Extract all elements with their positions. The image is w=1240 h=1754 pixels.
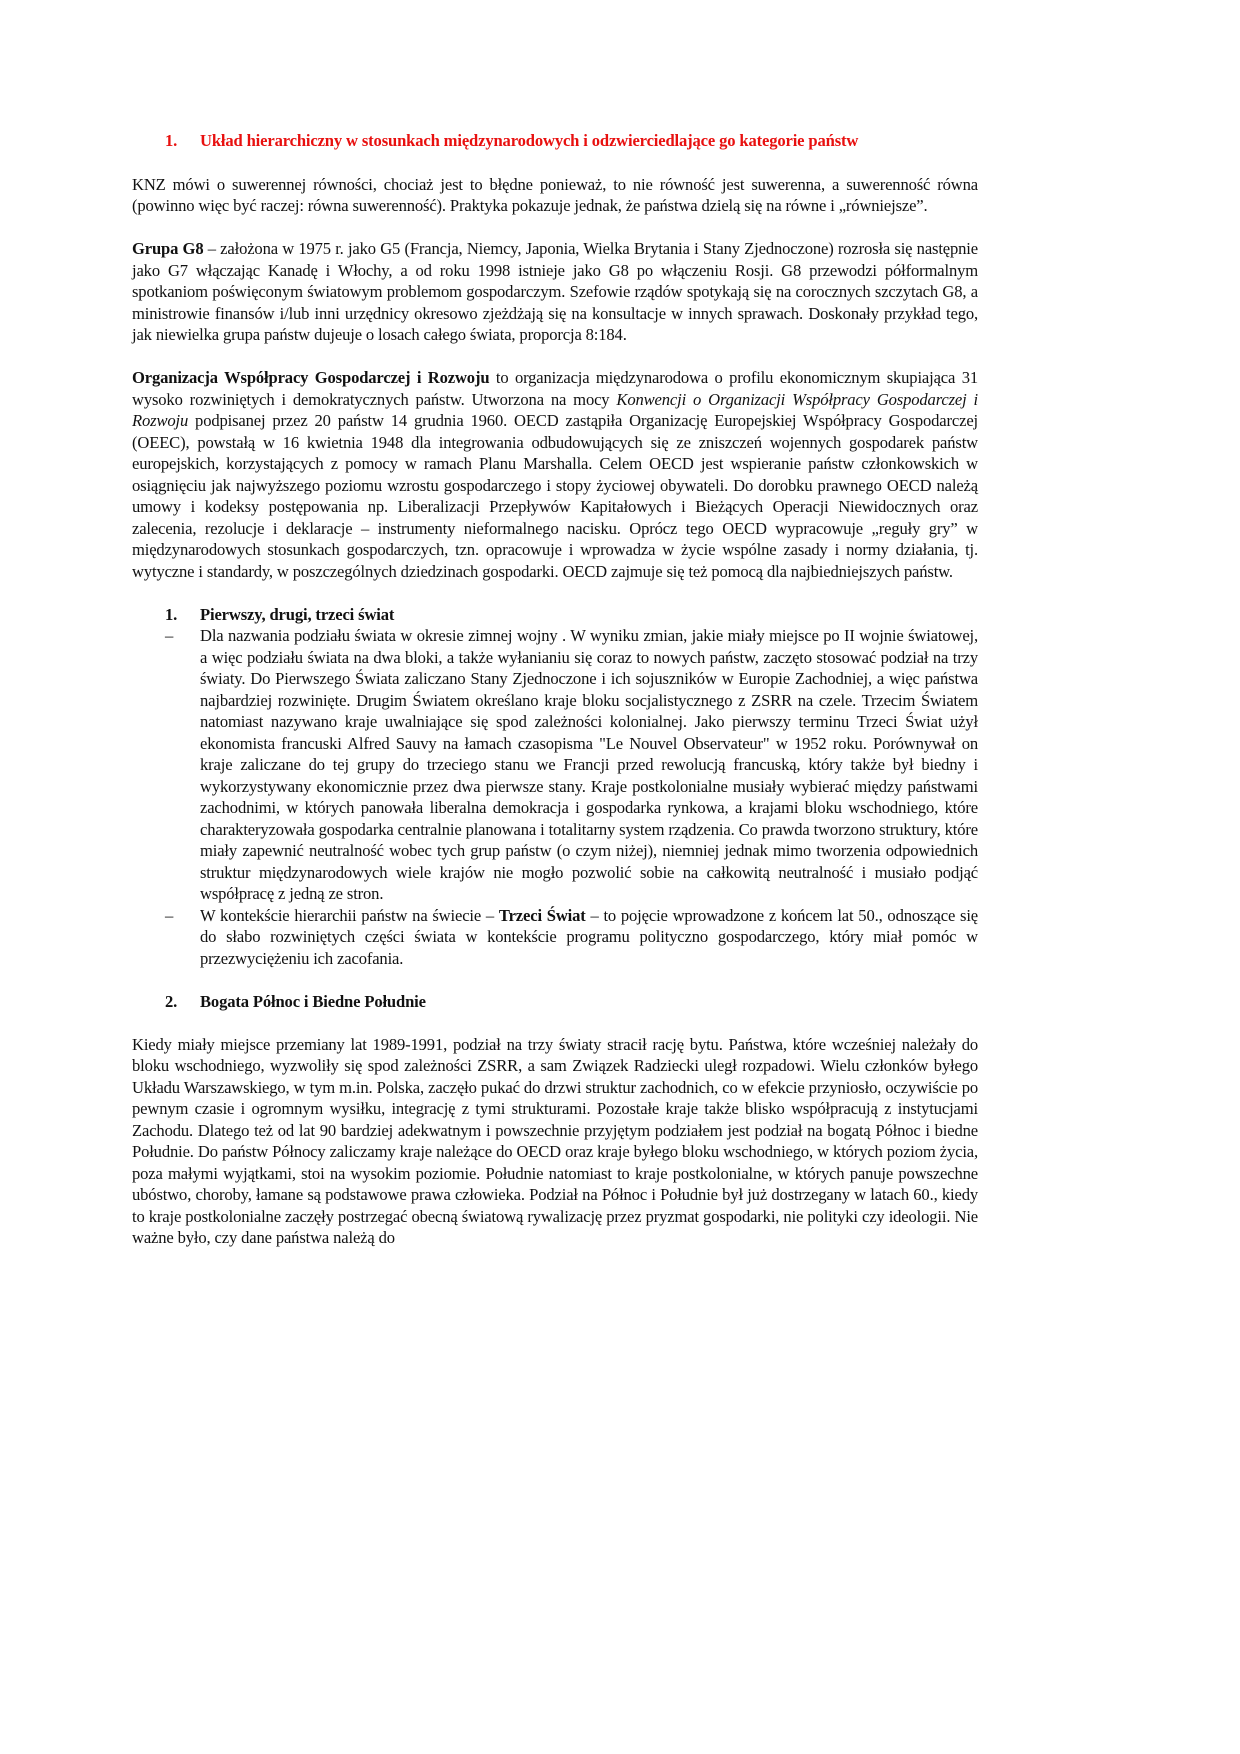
- paragraph-text: to organizacja międzynarodowa o profilu ekonomicznym skupiająca 31 wysoko rozwiniętych i demokratycznych państw. Utworzona na mocy: [132, 368, 978, 409]
- subheading-text: Pierwszy, drugi, trzeci świat: [200, 604, 395, 624]
- section-heading: [165, 130, 978, 152]
- paragraph-north-south: Kiedy miały miejsce przemiany lat 1989-1991, podział na trzy światy stracił rację bytu. Państwa, które wcześniej należały do bloku wschodniego, wyzwoliły się spod zależności ZSRR, a sam Związek Radziecki uległ rozpadowi. Wielu członków byłego Układu Warszawskiego, w tym m.in. Polska, zaczęło pukać do drzwi struktur zachodnich, co w efekcie przyniosło, oczywiście po pewnym czasie i ogromnym wysiłku, integrację z tymi strukturami. Pozostałe kraje także blisko współpracują z instytucjami Zachodu. Dlatego też od lat 90 bardziej adekwatnym i powszechnie przyjętym podziałem jest podział na bogatą Północ i biedne Południe. Do państw Północy zaliczamy kraje należące do OECD oraz kraje byłego bloku wschodniego, w których poziom życia, poza małymi wyjątkami, stoi na wysokim poziomie. Południe natomiast to kraje postkolonialne, w których panuje powszechne ubóstwo, choroby, łamane są podstawowe prawa człowieka. Podział na Północ i Południe był już dostrzegany w latach 60., kiedy to kraje postkolonialne zaczęły postrzegać obecną światową rywalizację przez pryzmat gospodarki, nie polityki czy ideologii. Nie ważne było, czy dane państwa należą do: [132, 1034, 978, 1247]
- list-item: [165, 625, 978, 905]
- document-page: [132, 130, 978, 1249]
- term-third-world: Trzeci Świat: [498, 905, 586, 925]
- dash-bullet: –: [165, 626, 174, 645]
- subheading-north-south: [165, 991, 978, 1013]
- subheading-worlds: [165, 604, 978, 626]
- subheading-text: Bogata Północ i Biedne Południe: [200, 991, 426, 1011]
- term-oecd: Organizacja Współpracy Gospodarczej i Rozwoju: [132, 368, 490, 387]
- list-item-text: Dla nazwania podziału świata w okresie zimnej wojny . W wyniku zmian, jakie miały miejsce po II wojnie światowej, a więc podziału świata na dwa bloki, a także wyłanianiu się coraz to nowych państw, zaczęto stosować podział na trzy światy. Do Pierwszego Świata zaliczano Stany Zjednoczone i ich sojuszników w Europie Zachodniej, a więc państwa najbardziej rozwinięte. Drugim Światem określano kraje bloku socjalistycznego z ZSRR na czele. Trzecim Światem natomiast nazywano kraje uwalniające się spod zależności kolonialnej. Jako pierwszy terminu Trzeci Świat użył ekonomista francuski Alfred Sauvy na łamach czasopisma "Le Nouvel Observateur" w 1952 roku. Porównywał on kraje zaliczane do tej grupy do trzeciego stanu we Francji przed rewolucją francuską, który także był biedny i wykorzystywany ekonomicznie przez dwa pierwsze stany. Kraje postkolonialne musiały wybierać między państwami zachodnimi, w których panowała liberalna demokracja i gospodarka rynkowa, a krajami bloku wschodniego, które charakteryzowała gospodarka centralnie planowana i totalitarny system rządzenia. Co prawda tworzono struktury, które miały zapewnić neutralność wobec tych grup państw (o czym niżej), niemniej jednak mimo tworzenia odpowiednich struktur międzynarodowych wiele krajów nie mogło pozwolić sobie na całkowitą neutralność i musiało podjąć współpracę z jedną ze stron.: [200, 626, 978, 903]
- list-item-text: [200, 905, 978, 970]
- term-g8: Grupa G8: [132, 239, 204, 258]
- subheading-number: 2.: [165, 991, 178, 1011]
- list-item: [165, 905, 978, 970]
- convention-title: Konwencji o Organizacji Współpracy Gospodarczej i Rozwoju: [132, 389, 978, 430]
- paragraph-text: podpisanej przez 20 państw 14 grudnia 1960. OECD zastąpiła Organizację Europejskiej Współpracy Gospodarczej (OEEC), powstałą w 16 kwietnia 1948 dla integrowania odbudowujących się ze zniszczeń wojennych gospodarek państw europejskich, korzystających z pomocy w ramach Planu Marshalla. Celem OECD jest wspieranie państw członkowskich w osiągnięciu jak najwyższego poziomu wzrostu gospodarczego i stopy życiowej obywateli. Do dorobku prawnego OECD należą umowy i kodeksy postępowania np. Liberalizacji Przepływów Kapitałowych i Bieżących Operacji Niewidocznych oraz zalecenia, rezolucje i deklaracje – instrumenty nieformalnego nacisku. Oprócz tego OECD wypracowuje „reguły gry” w międzynarodowych stosunkach gospodarczych, tzn. opracowuje i wprowadza w życie wspólne zasady i normy działania, tj. wytyczne i standardy, w poszczególnych dziedzinach gospodarki. OECD zajmuje się też pomocą dla najbiedniejszych państw.: [132, 411, 978, 581]
- paragraph-text: – założona w 1975 r. jako G5 (Francja, Niemcy, Japonia, Wielka Brytania i Stany Zjednoczone) rozrosła się następnie jako G7 włączając Kanadę i Włochy, a od roku 1998 istnieje jako G8 po włączeniu Rosji. G8 przewodzi półformalnym spotkaniom poświęconym światowym problemom gospodarczym. Szefowie rządów spotykają się na corocznych szczytach G8, a ministrowie finansów i/lub inni urzędnicy okresowo zjeżdżają się na konsultacje w innych sprawach. Doskonały przykład tego, jak niewielka grupa państw dujeuje o losach całego świata, proporcja 8:184.: [132, 239, 978, 344]
- heading-text: Układ hierarchiczny w stosunkach międzynarodowych i odzwierciedlające go kategorie państw: [200, 131, 859, 150]
- heading-number: 1.: [165, 131, 178, 150]
- paragraph-knz: KNZ mówi o suwerennej równości, chociaż jest to błędne ponieważ, to nie równość jest suwerenna, a suwerenność równa (powinno więc być raczej: równa suwerenność). Praktyka pokazuje jednak, że państwa dzielą się na równe i „równiejsze”.: [132, 174, 978, 215]
- paragraph-oecd: [132, 367, 978, 582]
- dash-bullet: –: [165, 905, 174, 925]
- text: – to pojęcie wprowadzone z końcem lat 50., odnoszące się do słabo rozwiniętych części świata w kontekście programu polityczno gospodarczego, który miał pomóc w przezwyciężeniu ich zacofania.: [200, 905, 979, 968]
- text: W kontekście hierarchii państw na świecie –: [200, 905, 499, 925]
- paragraph-g8: [132, 238, 978, 346]
- subheading-number: 1.: [165, 604, 178, 624]
